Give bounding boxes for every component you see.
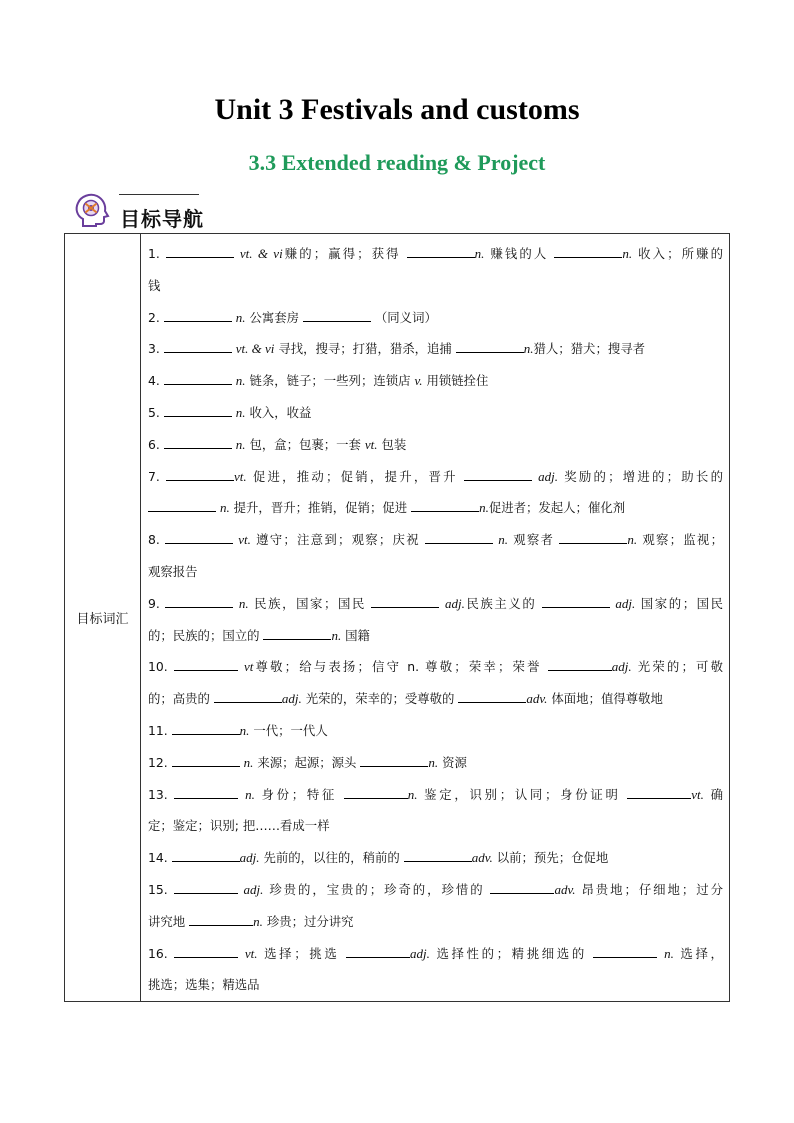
vocab-line: 13. n. 身份；特征 n. 鉴定，识别；认同；身份证明 vt. 确 <box>148 779 723 811</box>
answer-blank[interactable] <box>411 497 479 512</box>
answer-blank[interactable] <box>164 434 232 449</box>
answer-blank[interactable] <box>559 529 627 544</box>
section-header-rule <box>119 194 199 195</box>
vocab-line: 的；民族的；国立的 n. 国籍 <box>148 620 723 652</box>
vocab-line: 15. adj. 珍贵的，宝贵的；珍奇的，珍惜的 adv. 昂贵地；仔细地；过分 <box>148 874 723 906</box>
vocab-cell <box>141 234 730 1002</box>
answer-blank[interactable] <box>166 466 234 481</box>
answer-blank[interactable] <box>166 243 234 258</box>
vocab-line: 的；高贵的 adj. 光荣的，荣幸的；受尊敬的 adv. 体面地；值得尊敬地 <box>148 683 723 715</box>
vocab-line: 8. vt. 遵守；注意到；观察；庆祝 n. 观察者 n. 观察；监视； <box>148 524 723 556</box>
vocab-line: 1. vt. & vi赚的；赢得；获得 n. 赚钱的人 n. 收入；所赚的 <box>148 238 723 270</box>
answer-blank[interactable] <box>548 656 612 671</box>
answer-blank[interactable] <box>214 688 282 703</box>
answer-blank[interactable] <box>172 752 240 767</box>
answer-blank[interactable] <box>165 529 233 544</box>
answer-blank[interactable] <box>174 656 238 671</box>
category-cell: 目标词汇 <box>65 234 141 1002</box>
vocab-line: 观察报告 <box>148 563 198 579</box>
answer-blank[interactable] <box>404 847 472 862</box>
answer-blank[interactable] <box>456 338 524 353</box>
answer-blank[interactable] <box>164 370 232 385</box>
answer-blank[interactable] <box>148 497 216 512</box>
answer-blank[interactable] <box>189 911 253 926</box>
answer-blank[interactable] <box>346 943 410 958</box>
vocab-line: 讲究地 n. 珍贵；过分讲究 <box>148 906 723 938</box>
vocab-line: 6. n. 包，盒；包裹；一套 vt. 包装 <box>148 429 723 461</box>
vocab-line: 10. vt尊敬；给与表扬；信守 n. 尊敬；荣幸；荣誉 adj. 光荣的；可敬 <box>148 651 723 683</box>
answer-blank[interactable] <box>172 847 240 862</box>
answer-blank[interactable] <box>425 529 493 544</box>
answer-blank[interactable] <box>490 879 554 894</box>
vocab-line: 3. vt. & vi 寻找，搜寻；打猎，猎杀，追捕 n.猎人；猎犬；搜寻者 <box>148 333 723 365</box>
vocab-line: 11. n. 一代；一代人 <box>148 715 723 747</box>
vocab-line: 7. vt. 促进，推动；促销，提升，晋升 adj. 奖励的；增进的；助长的 <box>148 461 723 493</box>
vocabulary-table <box>64 233 730 1002</box>
vocab-line: 挑选；选集；精选品 <box>148 977 260 993</box>
answer-blank[interactable] <box>172 720 240 735</box>
vocab-line: 钱 <box>148 277 161 293</box>
answer-blank[interactable] <box>407 243 475 258</box>
answer-blank[interactable] <box>458 688 526 703</box>
answer-blank[interactable] <box>174 879 238 894</box>
vocab-line: 14. adj. 先前的，以往的，稍前的 adv. 以前；预先；仓促地 <box>148 842 723 874</box>
answer-blank[interactable] <box>174 943 238 958</box>
vocab-line: n. 提升，晋升；推销，促销；促进 n.促进者；发起人；催化剂 <box>148 492 723 524</box>
answer-blank[interactable] <box>344 784 408 799</box>
answer-blank[interactable] <box>164 307 232 322</box>
answer-blank[interactable] <box>263 625 331 640</box>
answer-blank[interactable] <box>165 593 233 608</box>
answer-blank[interactable] <box>174 784 238 799</box>
vocab-line: 9. n. 民族，国家；国民 adj.民族主义的 adj. 国家的；国民 <box>148 588 723 620</box>
section-header-label: 目标导航 <box>120 207 204 231</box>
brain-gear-icon <box>72 190 112 230</box>
document-title: Unit 3 Festivals and customs <box>214 93 580 126</box>
answer-blank[interactable] <box>164 338 232 353</box>
answer-blank[interactable] <box>360 752 428 767</box>
answer-blank[interactable] <box>593 943 657 958</box>
vocab-line: 12. n. 来源；起源；源头 n. 资源 <box>148 747 723 779</box>
document-subtitle: 3.3 Extended reading & Project <box>248 150 546 175</box>
answer-blank[interactable] <box>627 784 691 799</box>
answer-blank[interactable] <box>542 593 610 608</box>
vocab-line: 16. vt. 选择；挑选 adj. 选择性的；精挑细选的 n. 选择， <box>148 938 723 970</box>
answer-blank[interactable] <box>554 243 622 258</box>
vocab-line: 4. n. 链条，链子；一些列；连锁店 v. 用锁链拴住 <box>148 365 723 397</box>
vocab-line: 2. n. 公寓套房 （同义词） <box>148 302 723 334</box>
section-header <box>72 190 372 230</box>
answer-blank[interactable] <box>464 466 532 481</box>
vocab-line: 5. n. 收入，收益 <box>148 397 723 429</box>
answer-blank[interactable] <box>303 307 371 322</box>
answer-blank[interactable] <box>164 402 232 417</box>
answer-blank[interactable] <box>371 593 439 608</box>
vocab-line: 定；鉴定；识别; 把……看成一样 <box>148 818 330 834</box>
